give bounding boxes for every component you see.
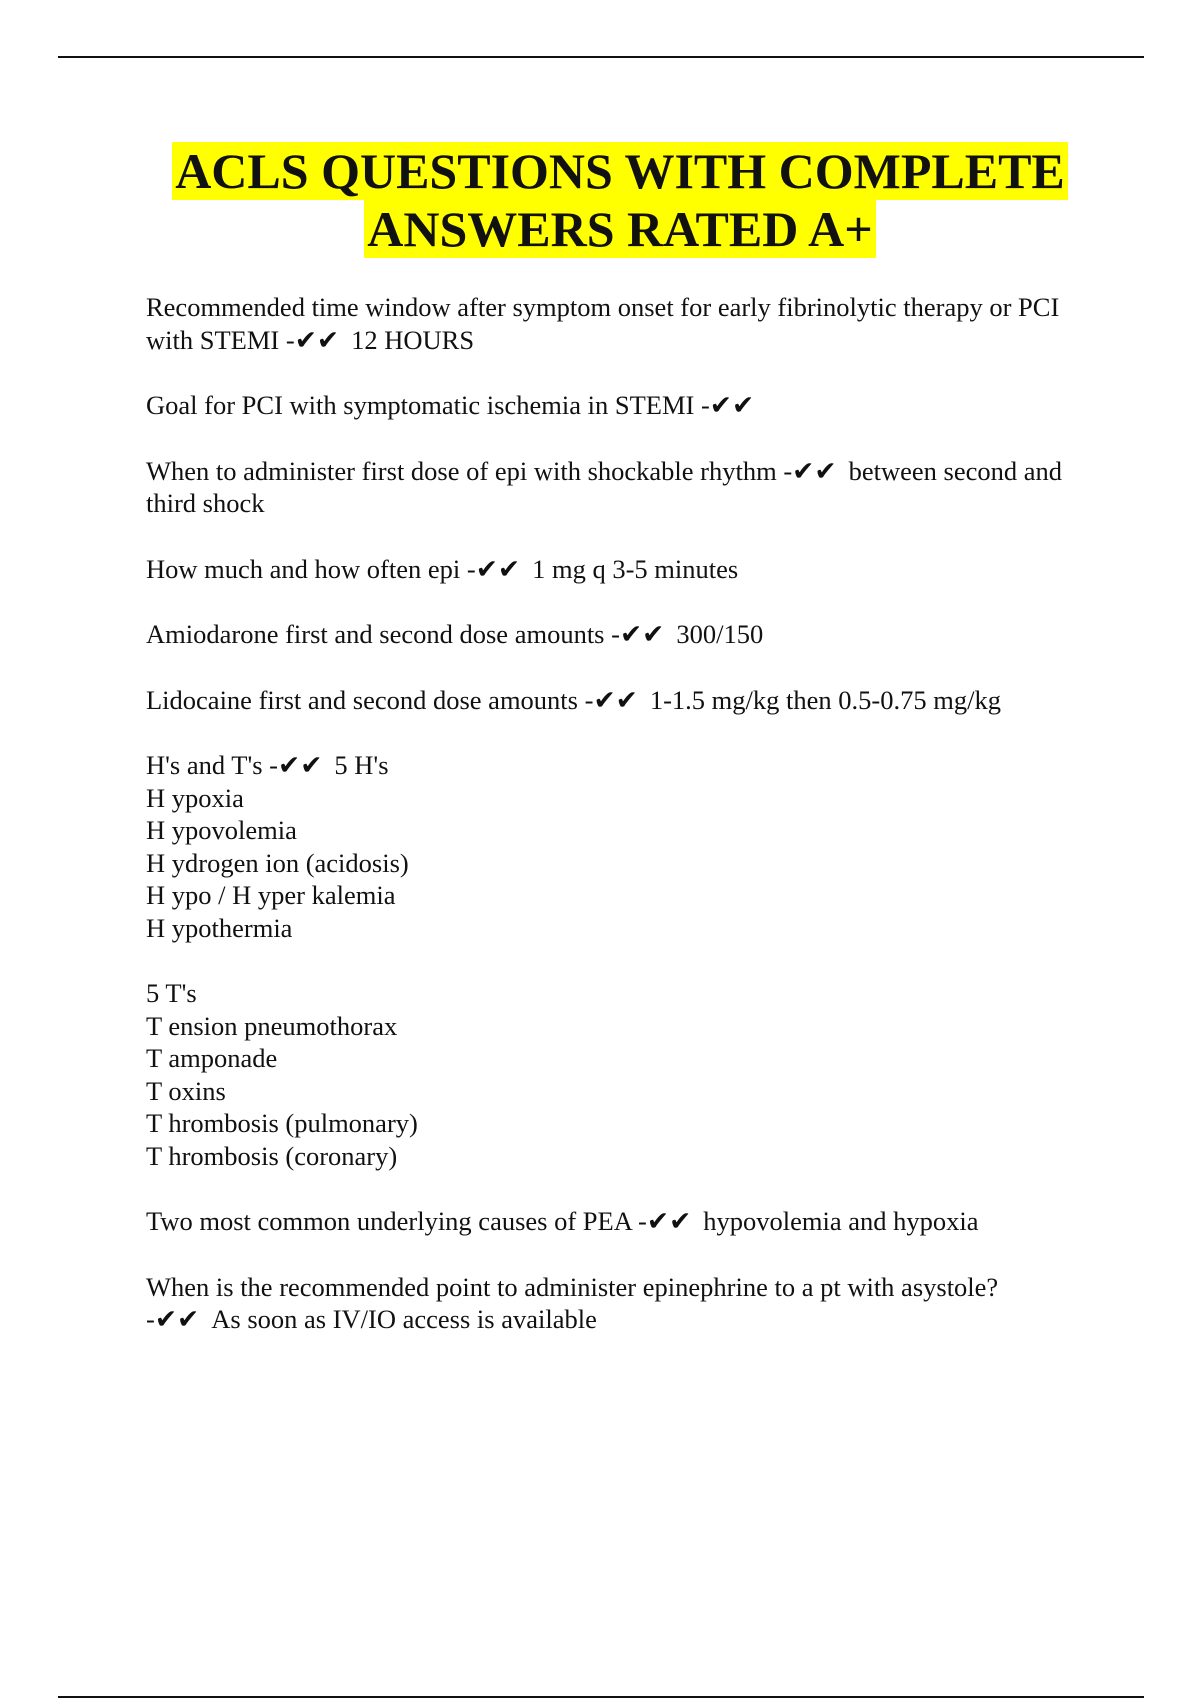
qa-item-9 <box>146 1205 1091 1238</box>
check-mark-icon: ✔✔ <box>154 1304 200 1334</box>
list-item: H ydrogen ion (acidosis) <box>146 847 409 878</box>
answer-text: As soon as IV/IO access is available <box>211 1304 597 1334</box>
check-mark-icon: ✔✔ <box>475 553 521 584</box>
list-item: H ypoxia <box>146 782 244 813</box>
bottom-rule <box>58 1696 1144 1698</box>
list-item: T amponade <box>146 1043 278 1073</box>
qa-item-3 <box>146 455 1091 520</box>
question-text: H's and T's - <box>146 750 278 780</box>
qa-item-4 <box>146 553 1091 586</box>
qa-item-7 <box>146 749 1091 944</box>
list-item: T hrombosis (pulmonary) <box>146 1108 418 1138</box>
list-heading: 5 T's <box>146 978 197 1008</box>
qa-item-1 <box>146 291 1091 356</box>
list-item: T oxins <box>146 1075 226 1106</box>
question-text: Lidocaine first and second dose amounts - <box>146 684 594 715</box>
list-item: H ypothermia <box>146 912 293 943</box>
check-mark-icon: ✔✔ <box>277 750 323 780</box>
answer-text: hypovolemia and hypoxia <box>703 1206 979 1236</box>
answer-text: 12 HOURS <box>351 324 475 355</box>
top-rule <box>58 56 1144 58</box>
answer-text: 5 H's <box>334 750 389 780</box>
qa-item-6 <box>146 684 1091 717</box>
document-title <box>100 142 1140 258</box>
question-text: Goal for PCI with symptomatic ischemia in STEMI - <box>146 390 710 420</box>
qa-item-5 <box>146 618 1091 651</box>
title-line-2: ANSWERS RATED A+ <box>364 200 875 258</box>
question-text: When to administer first dose of epi with shockable rhythm - <box>146 455 793 486</box>
check-mark-icon: ✔✔ <box>792 455 837 486</box>
answer-text: 1-1.5 mg/kg then 0.5-0.75 mg/kg <box>649 684 1001 715</box>
list-item: T ension pneumothorax <box>146 1010 398 1041</box>
question-text: Recommended time window after symptom onset for early fibrinolytic therapy or PCI with STEMI - <box>146 292 1060 355</box>
qa-item-10 <box>146 1271 1091 1336</box>
list-item: T hrombosis (coronary) <box>146 1140 398 1171</box>
list-item: H ypovolemia <box>146 815 297 845</box>
check-mark-icon: ✔✔ <box>709 390 755 420</box>
question-text: When is the recommended point to administer epinephrine to a pt with asystole? - <box>146 1271 999 1334</box>
qa-content <box>146 291 1091 1369</box>
check-mark-icon: ✔✔ <box>646 1206 692 1236</box>
title-line-1: ACLS QUESTIONS WITH COMPLETE <box>172 142 1068 200</box>
qa-item-2 <box>146 389 1091 422</box>
check-mark-icon: ✔✔ <box>593 684 638 715</box>
check-mark-icon: ✔✔ <box>294 324 340 355</box>
answer-text: 300/150 <box>676 619 764 649</box>
question-text: How much and how often epi - <box>146 553 476 584</box>
question-text: Two most common underlying causes of PEA - <box>146 1206 647 1236</box>
check-mark-icon: ✔✔ <box>619 619 665 649</box>
list-item: H ypo / H yper kalemia <box>146 880 396 910</box>
answer-text: 1 mg q 3-5 minutes <box>532 553 739 584</box>
answer-text: between second and third shock <box>146 455 1062 518</box>
qa-item-8 <box>146 977 1091 1172</box>
question-text: Amiodarone first and second dose amounts - <box>146 619 620 649</box>
